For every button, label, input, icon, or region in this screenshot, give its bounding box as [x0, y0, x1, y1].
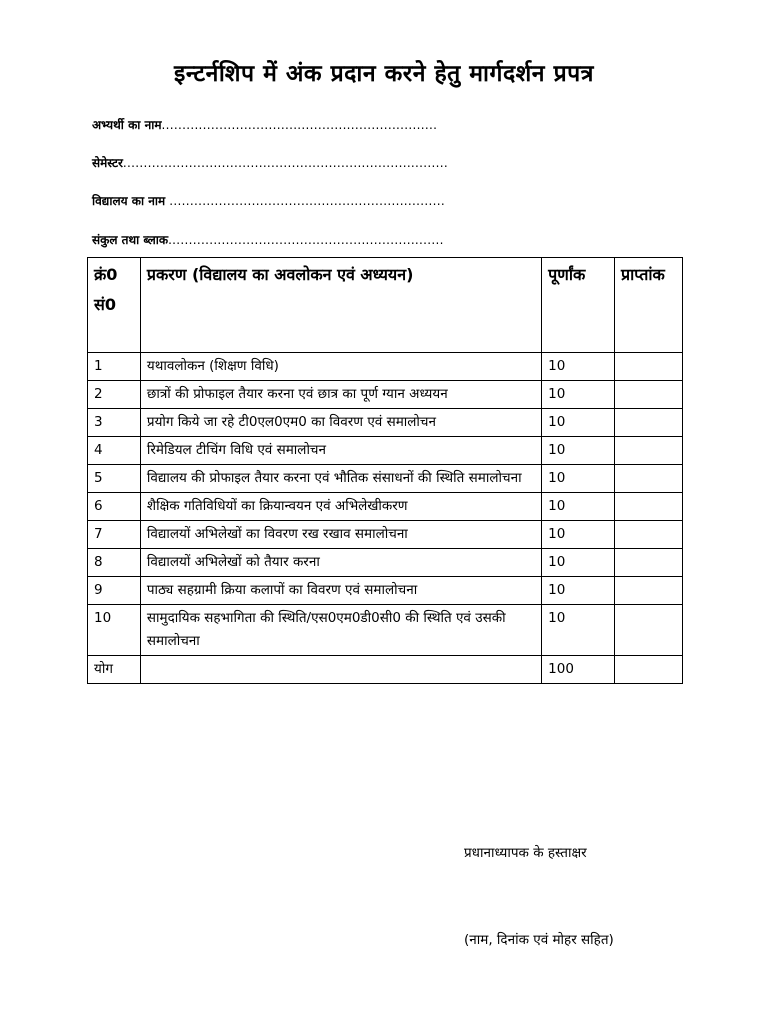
row-serial: 4: [88, 437, 141, 465]
total-full-marks: 100: [542, 656, 615, 684]
row-serial: 5: [88, 465, 141, 493]
form-title: इन्टर्नशिप में अंक प्रदान करने हेतु मार्गदर्शन प्रपत्र: [174, 61, 594, 87]
row-obtained-marks[interactable]: [615, 605, 683, 656]
row-obtained-marks[interactable]: [615, 493, 683, 521]
row-full-marks: 10: [542, 493, 615, 521]
table-row: [88, 353, 683, 381]
total-obtained-marks[interactable]: [615, 656, 683, 684]
field-blank: ...............................................................................: [122, 156, 448, 170]
candidate-name-field[interactable]: [92, 116, 437, 133]
row-obtained-marks[interactable]: [615, 465, 683, 493]
row-full-marks: 10: [542, 521, 615, 549]
row-full-marks: 10: [542, 381, 615, 409]
row-obtained-marks[interactable]: [615, 437, 683, 465]
row-full-marks: 10: [542, 605, 615, 656]
field-label: विद्यालय का नाम: [92, 194, 166, 208]
row-topic: यथावलोकन (शिक्षण विधि): [140, 353, 541, 381]
table-row: [88, 549, 683, 577]
row-serial: 10: [88, 605, 141, 656]
headmaster-signature-label: प्रधानाध्यापक के हस्ताक्षर: [464, 845, 587, 861]
table-row: [88, 409, 683, 437]
cluster-block-field[interactable]: [92, 231, 444, 248]
row-serial: 9: [88, 577, 141, 605]
row-obtained-marks[interactable]: [615, 549, 683, 577]
row-full-marks: 10: [542, 353, 615, 381]
row-topic: शैक्षिक गतिविधियों का क्रियान्वयन एवं अभिलेखीकरण: [140, 493, 541, 521]
semester-field[interactable]: [92, 154, 448, 171]
row-obtained-marks[interactable]: [615, 409, 683, 437]
row-serial: 2: [88, 381, 141, 409]
row-full-marks: 10: [542, 409, 615, 437]
row-topic: विद्यालयों अभिलेखों को तैयार करना: [140, 549, 541, 577]
row-full-marks: 10: [542, 549, 615, 577]
row-serial: 1: [88, 353, 141, 381]
row-obtained-marks[interactable]: [615, 381, 683, 409]
row-topic: रिमेडियल टीचिंग विधि एवं समालोचन: [140, 437, 541, 465]
row-obtained-marks[interactable]: [615, 353, 683, 381]
row-obtained-marks[interactable]: [615, 521, 683, 549]
table-row: [88, 381, 683, 409]
row-topic: पाठ्य सहग्रामी क्रिया कलापों का विवरण एवं समालोचना: [140, 577, 541, 605]
table-row: [88, 605, 683, 656]
row-topic: विद्यालयों अभिलेखों का विवरण रख रखाव समालोचना: [140, 521, 541, 549]
marks-table: [87, 257, 683, 684]
row-topic: विद्यालय की प्रोफाइल तैयार करना एवं भौतिक संसाधनों की स्थिति समालोचना: [140, 465, 541, 493]
header-full-marks: पूर्णांक: [542, 258, 615, 353]
school-name-field[interactable]: [92, 192, 445, 209]
signature-note: (नाम, दिनांक एवं मोहर सहित): [464, 932, 614, 948]
header-topic: प्रकरण (विद्यालय का अवलोकन एवं अध्ययन): [140, 258, 541, 353]
table-row: [88, 465, 683, 493]
header-serial: क्रं0 सं0: [88, 258, 141, 353]
row-topic: छात्रों की प्रोफाइल तैयार करना एवं छात्र का पूर्ण ग्यान अध्ययन: [140, 381, 541, 409]
row-full-marks: 10: [542, 465, 615, 493]
total-topic: [140, 656, 541, 684]
row-full-marks: 10: [542, 577, 615, 605]
table-row: [88, 437, 683, 465]
row-serial: 8: [88, 549, 141, 577]
row-serial: 6: [88, 493, 141, 521]
row-topic: सामुदायिक सहभागिता की स्थिति/एस0एम0डी0सी0 की स्थिति एवं उसकी समालोचना: [140, 605, 541, 656]
field-blank: ...................................................................: [161, 118, 438, 132]
row-topic: प्रयोग किये जा रहे टी0एल0एम0 का विवरण एवं समालोचन: [140, 409, 541, 437]
table-row: [88, 577, 683, 605]
table-row: [88, 521, 683, 549]
table-header-row: [88, 258, 683, 353]
header-obtained-marks: प्राप्तांक: [615, 258, 683, 353]
total-label: योग: [88, 656, 141, 684]
field-label: अभ्यर्थी का नाम: [92, 118, 162, 132]
row-serial: 3: [88, 409, 141, 437]
row-serial: 7: [88, 521, 141, 549]
field-blank: ...................................................................: [168, 233, 444, 247]
field-blank: ...................................................................: [165, 194, 445, 208]
field-label: संकुल तथा ब्लाक: [92, 233, 169, 247]
row-obtained-marks[interactable]: [615, 577, 683, 605]
field-label: सेमेस्टर: [92, 156, 123, 170]
table-total-row: [88, 656, 683, 684]
table-row: [88, 493, 683, 521]
row-full-marks: 10: [542, 437, 615, 465]
